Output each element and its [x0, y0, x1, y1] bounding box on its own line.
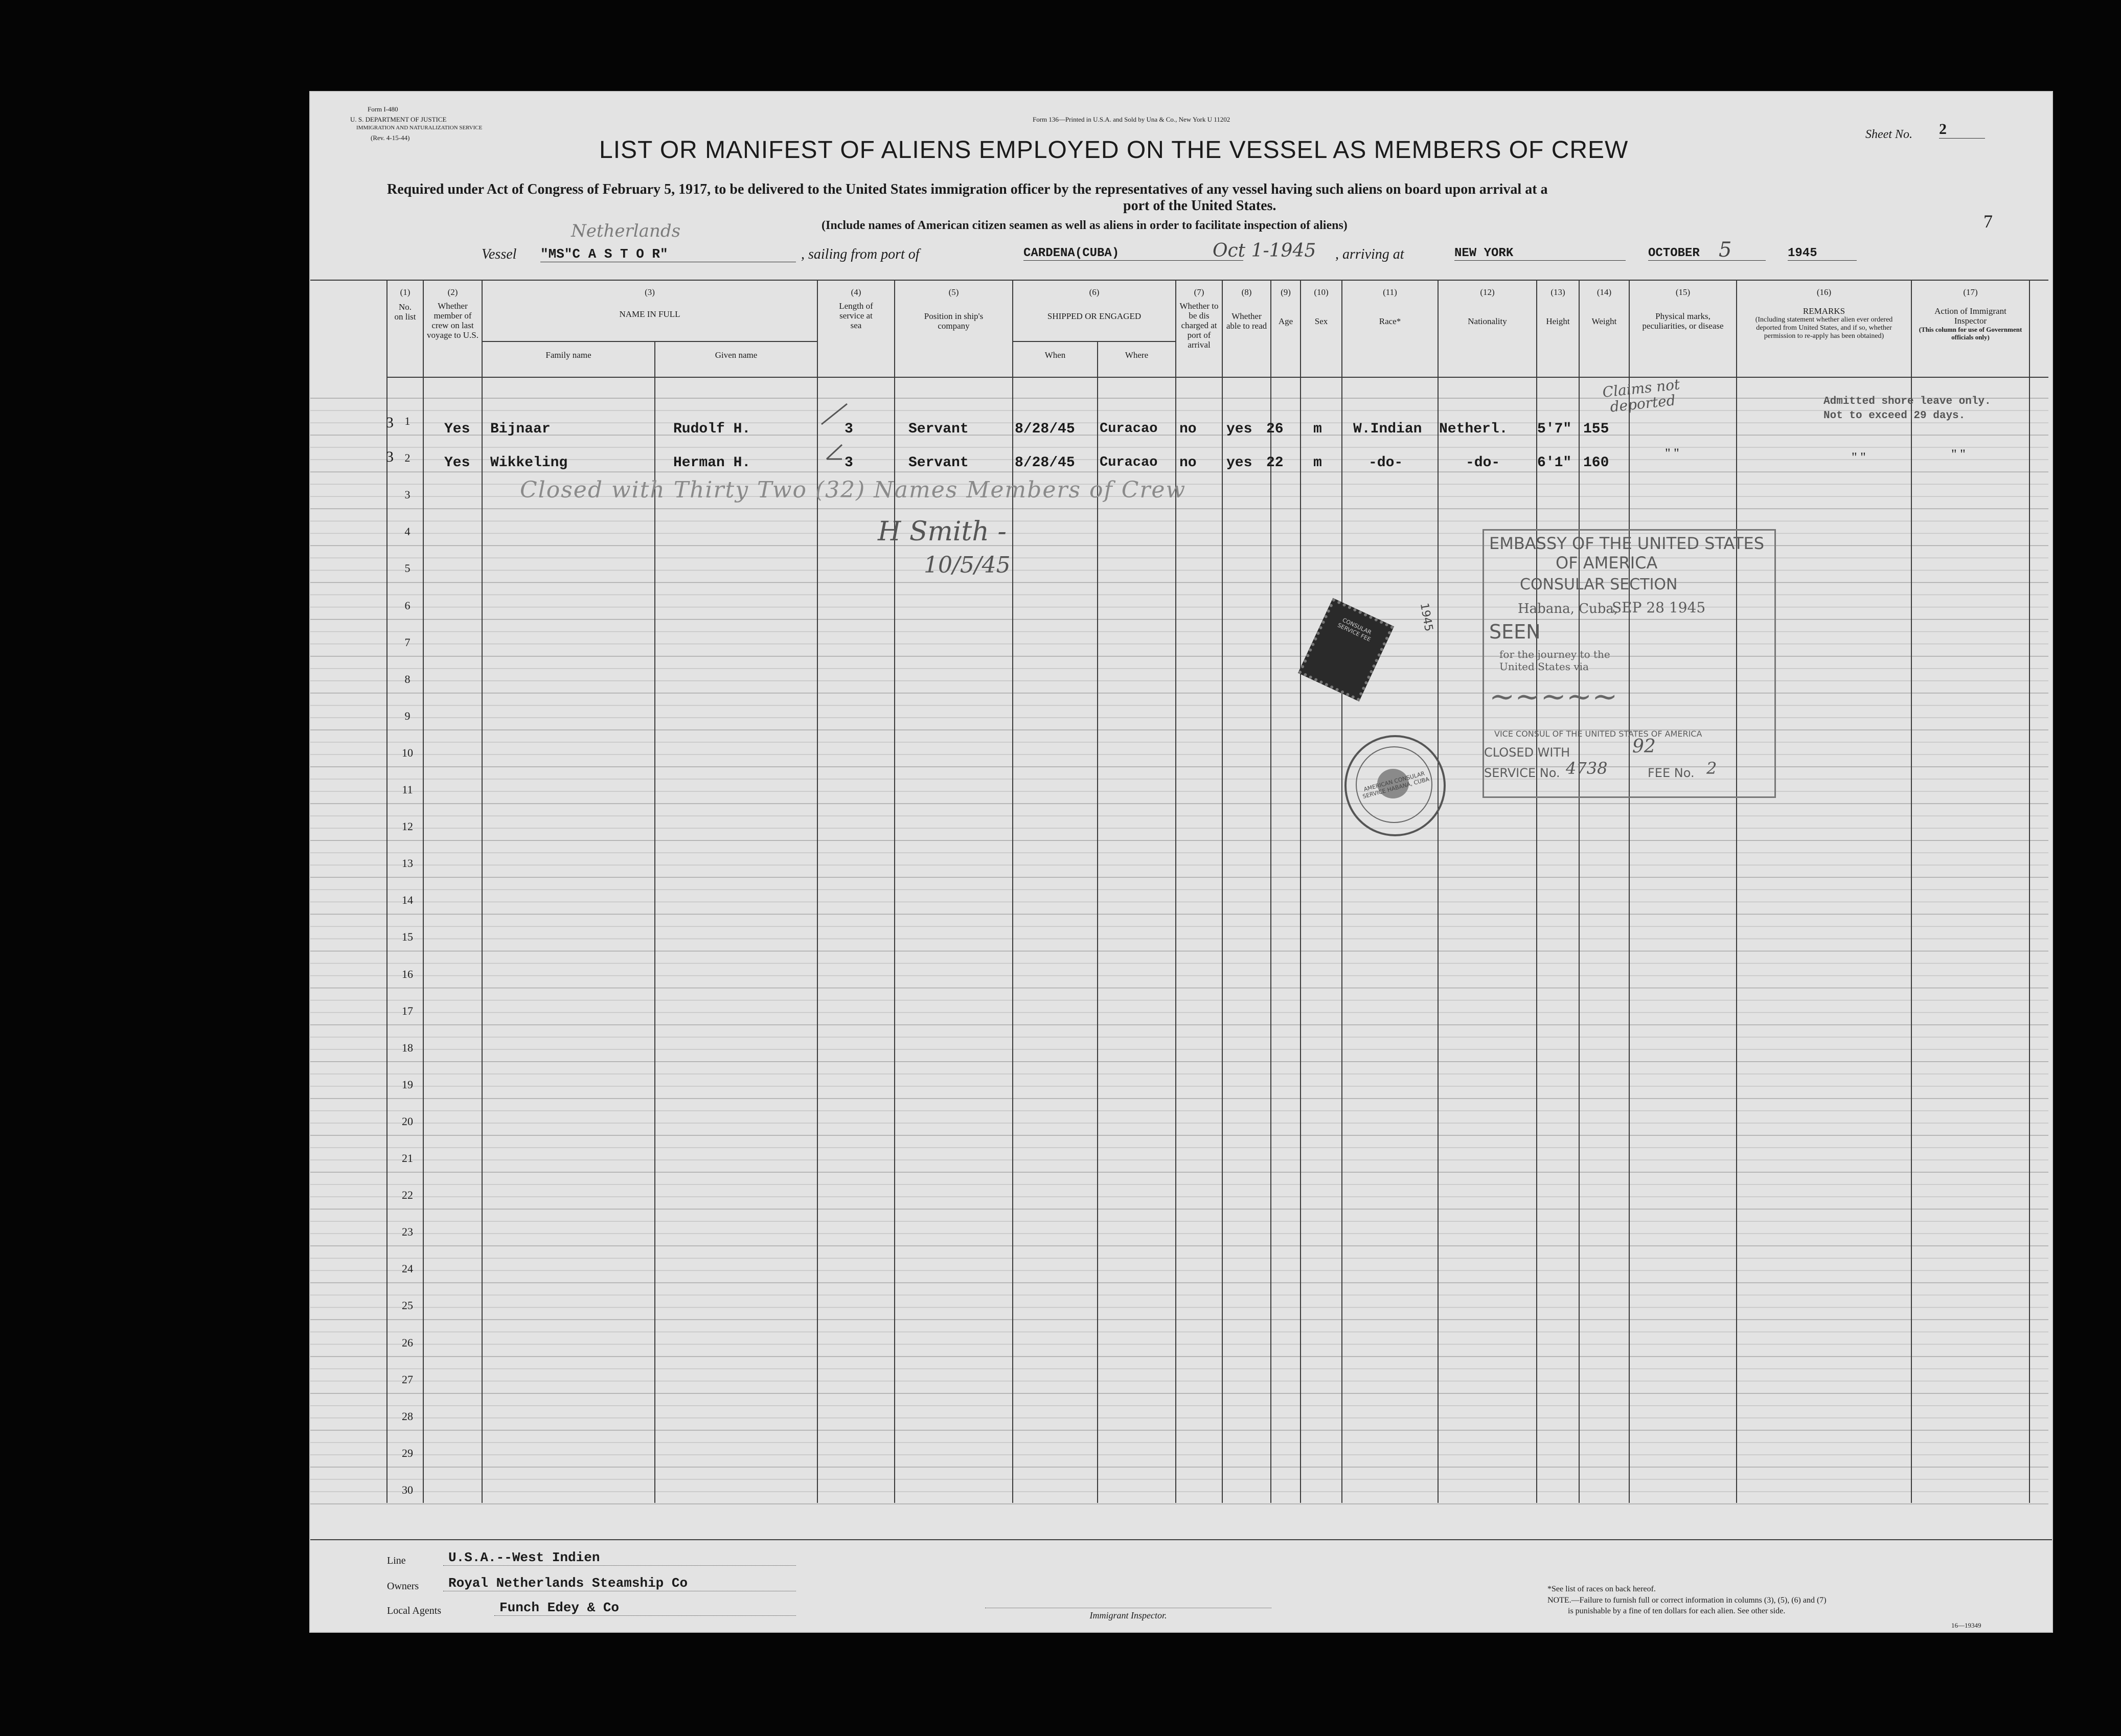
col-given-name-header: Given name [715, 350, 758, 360]
age: 26 [1266, 421, 1284, 437]
sailing-label: , sailing from port of [801, 246, 920, 262]
row-number: 4 [404, 525, 410, 538]
shipped-where: Curacao [1100, 421, 1158, 437]
arriving-label: , arriving at [1335, 246, 1404, 262]
service-length: 3 [845, 421, 853, 437]
shipped-where: Curacao [1100, 455, 1158, 470]
row-number: 19 [402, 1078, 413, 1091]
form-title: LIST OR MANIFEST OF ALIENS EMPLOYED ON THE VESSEL AS MEMBERS OF CREW [599, 136, 1629, 164]
stamp-line3: CONSULAR SECTION [1520, 576, 1678, 593]
col-weight-header: (14) Weight [1591, 287, 1617, 326]
physical-marks-handwritten: Claims not deported [1602, 376, 1681, 416]
col-sex-header: (10) Sex [1314, 287, 1329, 326]
revenue-stamp-year: 1945 [1417, 602, 1435, 633]
consular-seal: AMERICAN CONSULAR SERVICE HABANA, CUBA [1344, 735, 1446, 836]
col-position-header: (5) Position in ship's company [924, 287, 984, 331]
agents-label: Local Agents [387, 1605, 442, 1616]
col-discharged-header: (7) Whether to be dis charged at port of arrival [1179, 287, 1219, 350]
revenue-stamp: CONSULAR SERVICE FEE [1298, 598, 1394, 702]
col-nationality-header: (12) Nationality [1468, 287, 1507, 326]
row-number: 5 [404, 562, 410, 575]
stamp-line2: OF AMERICA [1556, 553, 1658, 573]
stamp-line1: EMBASSY OF THE UNITED STATES [1489, 534, 1765, 553]
stamp-fee-no: FEE No. [1648, 766, 1695, 780]
printer-line: Form 136—Printed in U.S.A. and Sold by Una & Co., New York U 11202 [1033, 116, 1230, 123]
given-name: Rudolf H. [673, 421, 751, 437]
family-name: Wikkeling [490, 455, 568, 471]
crew-last-voyage: Yes [444, 421, 470, 437]
line-value: U.S.A.--West Indien [443, 1550, 796, 1566]
row-number: 28 [402, 1409, 413, 1423]
row-number: 20 [402, 1114, 413, 1128]
crew-last-voyage: Yes [444, 455, 470, 471]
col-when-header: When [1044, 350, 1066, 360]
port-to: NEW YORK [1454, 246, 1626, 261]
vessel-name: "MS"C A S T O R" [540, 246, 796, 262]
fine-note-line2: is punishable by a fine of ten dollars for each alien. See other side. [1568, 1607, 1786, 1615]
nationality: Netherl. [1439, 421, 1508, 437]
shipped-when: 8/28/45 [1015, 455, 1075, 471]
row-number: 15 [402, 930, 413, 944]
col-height-header: (13) Height [1546, 287, 1570, 326]
closing-note-handwritten: Closed with Thirty Two (32) Names Members of Crew [520, 477, 1187, 503]
row-number: 13 [402, 857, 413, 870]
stamp-service-no: SERVICE No. [1484, 766, 1560, 780]
stamp-date: SEP 28 1945 [1612, 599, 1706, 616]
age: 22 [1266, 455, 1284, 471]
row-number: 9 [404, 709, 410, 722]
weight: 155 [1583, 421, 1609, 437]
able-to-read: yes [1226, 455, 1252, 471]
able-to-read: yes [1226, 421, 1252, 437]
col-crew-header: (2) Whether member of crew on last voyage to U.S. [426, 287, 479, 340]
row-number: 7 [404, 635, 410, 649]
sailing-date-handwritten: Oct 1-1945 [1213, 240, 1316, 261]
service-name: IMMIGRATION AND NATURALIZATION SERVICE [356, 125, 483, 131]
stamp-fee-value: 2 [1706, 759, 1717, 778]
row-number: 27 [402, 1373, 413, 1386]
col-service-header: (4) Length of service at sea [839, 287, 873, 330]
arrival-day: 5 [1719, 238, 1732, 262]
row-number: 3 [404, 488, 410, 501]
row-number: 23 [402, 1225, 413, 1239]
stamp-vice-consul: VICE CONSUL OF THE UNITED STATES OF AMERICA [1494, 729, 1702, 739]
row-number: 18 [402, 1041, 413, 1054]
embassy-stamp [1483, 529, 1776, 798]
weight: 160 [1583, 455, 1609, 471]
stamp-journey2: United States via [1499, 660, 1589, 673]
stamp-place: Habana, Cuba, [1518, 601, 1618, 616]
race: -do- [1369, 455, 1403, 471]
fine-note-line1: NOTE.—Failure to furnish full or correct information in columns (3), (5), (6) and (7) [1547, 1596, 1827, 1605]
row-number: 14 [402, 894, 413, 907]
physical-marks-ditto: " " [1665, 446, 1679, 461]
discharged: no [1179, 421, 1197, 437]
col-family-name-header: Family name [545, 350, 591, 360]
row-number: 24 [402, 1262, 413, 1275]
col-no-header: (1) No. on list [394, 287, 416, 322]
act-requirement-line1: Required under Act of Congress of February 5, 1917, to be delivered to the United States immigration officer by the representatives of any vessel having such aliens on board upon arrival at a [387, 181, 1548, 197]
line-label: Line [387, 1555, 406, 1566]
position: Servant [908, 421, 969, 437]
form-revision: (Rev. 4-15-44) [371, 134, 410, 142]
col-where-header: Where [1125, 350, 1149, 360]
arrival-month: OCTOBER [1648, 246, 1766, 261]
col-age-header: (9) Age [1278, 287, 1293, 326]
act-requirement-line2: port of the United States. [1123, 198, 1276, 214]
department: U. S. DEPARTMENT OF JUSTICE [350, 116, 447, 123]
position: Servant [908, 455, 969, 471]
include-note: (Include names of American citizen seamen as well as aliens in order to facilitate inspection of aliens) [822, 219, 1348, 232]
inspector-label: Immigrant Inspector. [985, 1608, 1271, 1621]
row-number: 30 [402, 1483, 413, 1496]
consul-signature: ~~~~~ [1489, 679, 1618, 715]
row-number: 8 [404, 672, 410, 686]
discharged: no [1179, 455, 1197, 471]
inspector-signature: H Smith - [878, 516, 1007, 547]
sheet-number: 2 [1939, 121, 1985, 139]
col-remarks-header: (16) REMARKS (Including statement whether alien ever ordered deported from United States, and if so, whether permission to re-apply has been obtained) [1755, 287, 1893, 340]
stamp-seen: SEEN [1489, 621, 1541, 643]
row-number: 21 [402, 1152, 413, 1164]
sex: m [1313, 421, 1322, 437]
row-number: 17 [402, 1004, 413, 1017]
signature-date: 10/5/45 [924, 552, 1011, 578]
shipped-when: 8/28/45 [1015, 421, 1075, 437]
row-number: 26 [402, 1336, 413, 1349]
row-number: 12 [402, 820, 413, 833]
row-number: 11 [402, 783, 413, 796]
given-name: Herman H. [673, 455, 751, 471]
row-number: 25 [402, 1299, 413, 1312]
stamp-closed-with: CLOSED WITH [1484, 745, 1570, 760]
col-read-header: (8) Whether able to read [1226, 287, 1267, 331]
row-number: 1 [404, 415, 410, 427]
stamp-journey: for the journey to the [1499, 648, 1610, 660]
sex: m [1313, 455, 1322, 471]
row-number: 16 [402, 967, 413, 980]
service-length: 3 [845, 455, 853, 471]
row-number: 10 [402, 746, 413, 759]
stamp-closed-value: 92 [1632, 736, 1656, 757]
remarks: Admitted shore leave only. Not to exceed 29 days. [1823, 396, 1991, 422]
col-marks-header: (15) Physical marks, peculiarities, or disease [1642, 287, 1724, 331]
owners-label: Owners [387, 1581, 419, 1592]
form-number: Form I-480 [368, 105, 398, 113]
row-number: 2 [404, 451, 410, 465]
col-name-header: (3) NAME IN FULL [619, 287, 680, 319]
col-race-header: (11) Race* [1379, 287, 1401, 326]
arrival-year: 1945 [1788, 246, 1857, 261]
race: W.Indian [1353, 421, 1422, 437]
row-number: 6 [404, 599, 410, 612]
remarks-ditto: " " [1852, 450, 1866, 465]
height: 5'7" [1537, 421, 1572, 437]
vessel-nationality-handwritten: Netherlands [571, 221, 681, 241]
races-note: *See list of races on back hereof. [1547, 1585, 1656, 1593]
port-from: CARDENA(CUBA) [1023, 246, 1243, 261]
form-code: 16—19349 [1951, 1621, 1981, 1629]
row-number: 22 [402, 1189, 413, 1202]
height: 6'1" [1537, 455, 1572, 471]
stamp-service-value: 4738 [1566, 759, 1608, 778]
corner-mark: 7 [1983, 211, 1993, 232]
row-prefix: 3 [386, 448, 394, 465]
action-ditto: " " [1951, 447, 1966, 462]
nationality: -do- [1466, 455, 1500, 471]
col-shipped-header: (6) SHIPPED OR ENGAGED [1047, 287, 1142, 321]
sheet-label: Sheet No. [1865, 128, 1912, 141]
vessel-label: Vessel [482, 246, 517, 262]
owners-value: Royal Netherlands Steamship Co [443, 1575, 796, 1591]
agents-value: Funch Edey & Co [494, 1600, 796, 1616]
row-prefix: 3 [386, 414, 394, 431]
row-number: 29 [402, 1446, 413, 1459]
manifest-sheet [309, 91, 2053, 1633]
family-name: Bijnaar [490, 421, 551, 437]
col-action-header: (17) Action of Immigrant Inspector (This column for use of Government officials only) [1919, 287, 2022, 341]
